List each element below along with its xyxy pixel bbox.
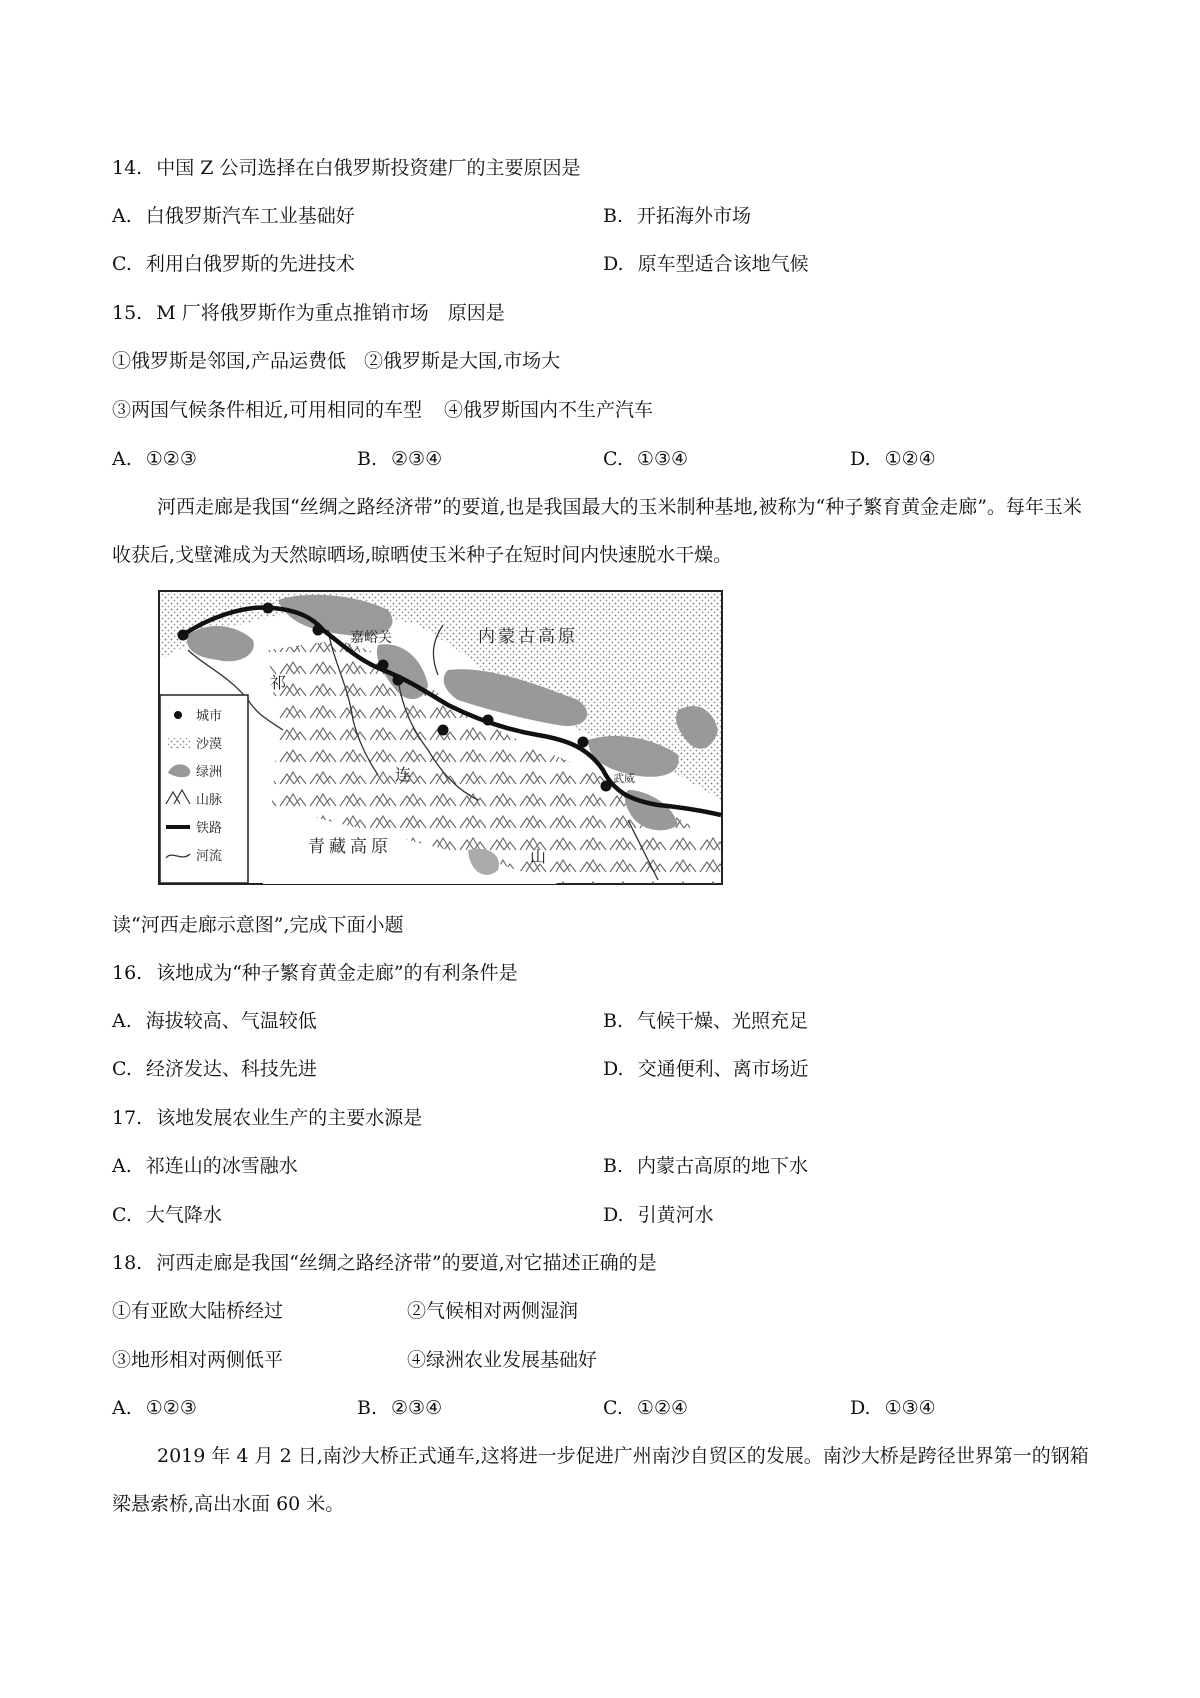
- q16-option-a: [112, 1008, 317, 1034]
- option-letter: D.: [603, 1204, 624, 1226]
- q17-text: 该地发展农业生产的主要水源是: [156, 1107, 423, 1129]
- option-letter: B.: [357, 1397, 378, 1419]
- q18-stem: [112, 1250, 657, 1276]
- q16-stem: [112, 960, 518, 986]
- city-6: [438, 725, 449, 736]
- legend-city: 城市: [196, 709, 223, 724]
- q16-text: 该地成为“种子繁育黄金走廊”的有利条件是: [156, 962, 518, 984]
- option-letter: C.: [603, 1397, 623, 1419]
- legend-oasis: 绿洲: [196, 765, 223, 780]
- q18-option-c: [603, 1395, 688, 1421]
- option-text: ②③④: [391, 448, 443, 470]
- q15-number: 15.: [112, 302, 143, 324]
- legend-railway: 铁路: [196, 821, 223, 836]
- legend-city-icon: [174, 711, 182, 719]
- option-letter: B.: [603, 205, 624, 227]
- q15-item-1: ①俄罗斯是邻国,产品运费低: [112, 350, 347, 372]
- option-text: 利用白俄罗斯的先进技术: [145, 253, 355, 275]
- q16-number: 16.: [112, 962, 143, 984]
- option-letter: A.: [112, 1397, 132, 1419]
- option-text: 经济发达、科技先进: [145, 1058, 317, 1080]
- q17-number: 17.: [112, 1107, 143, 1129]
- city-2: [263, 603, 274, 614]
- option-letter: D.: [603, 253, 624, 275]
- option-letter: C.: [112, 253, 132, 275]
- q15-option-b: [357, 446, 442, 472]
- q17-option-a: [112, 1153, 298, 1179]
- q18-number: 18.: [112, 1252, 143, 1274]
- option-text: ①③④: [884, 1397, 936, 1419]
- q15-option-a: [112, 446, 197, 472]
- q14-option-b: [603, 203, 751, 229]
- label-qi: 祁: [270, 673, 287, 692]
- option-letter: D.: [850, 448, 871, 470]
- option-text: 白俄罗斯汽车工业基础好: [145, 205, 355, 227]
- option-letter: C.: [112, 1204, 132, 1226]
- legend-desert: 沙漠: [196, 737, 223, 752]
- q18-item-1: ①有亚欧大陆桥经过: [112, 1300, 284, 1322]
- option-text: ②③④: [391, 1397, 443, 1419]
- option-letter: C.: [112, 1058, 132, 1080]
- option-text: ①②④: [636, 1397, 689, 1419]
- q15-items-row-1: [112, 348, 560, 374]
- q14-number: 14.: [112, 157, 143, 179]
- option-text: ①③④: [636, 448, 689, 470]
- option-text: 大气降水: [145, 1204, 222, 1226]
- legend-river: 河流: [196, 849, 223, 864]
- q15-text: M 厂将俄罗斯作为重点推销市场 原因是: [156, 302, 505, 324]
- q17-stem: [112, 1105, 422, 1131]
- q15-option-c: [603, 446, 688, 472]
- option-letter: C.: [603, 448, 623, 470]
- q18-item-3: ③地形相对两侧低平: [112, 1349, 284, 1371]
- option-letter: A.: [112, 1155, 132, 1177]
- option-text: ①②④: [884, 448, 936, 470]
- q18-item-2: ②气候相对两侧湿润: [407, 1300, 579, 1322]
- option-text: 海拔较高、气温较低: [145, 1010, 317, 1032]
- map-instruction: 读“河西走廊示意图”,完成下面小题: [112, 914, 404, 936]
- city-jiayuguan: [378, 660, 389, 671]
- q17-option-d: [603, 1202, 714, 1228]
- option-letter: D.: [603, 1058, 624, 1080]
- legend-desert-icon: [168, 738, 190, 748]
- q18-option-d: [850, 1395, 936, 1421]
- city-wuwei: [601, 781, 612, 792]
- label-shan: 山: [530, 847, 547, 866]
- map-legend: [160, 695, 248, 883]
- q15-item-4: ④俄罗斯国内不生产汽车: [444, 399, 654, 421]
- option-text: 开拓海外市场: [637, 205, 752, 227]
- option-text: 内蒙古高原的地下水: [637, 1155, 809, 1177]
- city-1: [178, 630, 189, 641]
- option-letter: A.: [112, 1010, 132, 1032]
- legend-mountain: 山脉: [196, 793, 223, 808]
- label-qingzang: 青藏高原: [308, 837, 392, 857]
- option-text: 交通便利、离市场近: [637, 1058, 809, 1080]
- map-svg: [158, 590, 723, 885]
- q16-option-b: [603, 1008, 808, 1034]
- passage-nansha-bridge: 2019 年 4 月 2 日,南沙大桥正式通车,这将进一步促进广州南沙自贸区的发展。南沙大桥是跨径世界第一的钢箱梁悬索桥,高出水面 60 米。: [112, 1445, 1089, 1515]
- option-text: 气候干燥、光照充足: [637, 1010, 809, 1032]
- q18-option-b: [357, 1395, 442, 1421]
- option-text: ①②③: [145, 1397, 197, 1419]
- passage-hexi-corridor: 河西走廊是我国“丝绸之路经济带”的要道,也是我国最大的玉米制种基地,被称为“种子繁育黄金走廊”。每年玉米收获后,戈壁滩成为天然晾晒场,晾晒使玉米种子在短时间内快速脱水干燥。: [112, 496, 1082, 566]
- q15-item-2: ②俄罗斯是大国,市场大: [364, 350, 561, 372]
- q14-option-c: [112, 251, 355, 277]
- label-neimenggu: 内蒙古高原: [478, 627, 578, 647]
- q18-item-4: ④绿洲农业发展基础好: [407, 1349, 598, 1371]
- q15-stem: [112, 300, 505, 326]
- option-letter: B.: [603, 1155, 624, 1177]
- hexi-corridor-map: [158, 590, 723, 885]
- option-text: 引黄河水: [637, 1204, 714, 1226]
- q15-option-d: [850, 446, 936, 472]
- q15-items-row-2: [112, 397, 653, 423]
- q14-stem: [112, 155, 581, 181]
- city-5: [393, 675, 404, 686]
- option-letter: B.: [603, 1010, 624, 1032]
- q17-option-b: [603, 1153, 808, 1179]
- q18-text: 河西走廊是我国“丝绸之路经济带”的要道,对它描述正确的是: [156, 1252, 657, 1274]
- city-3: [313, 625, 324, 636]
- q16-option-c: [112, 1056, 317, 1082]
- label-jiayuguan: 嘉峪关: [350, 630, 392, 646]
- q18-option-a: [112, 1395, 197, 1421]
- option-text: 原车型适合该地气候: [637, 253, 809, 275]
- option-letter: D.: [850, 1397, 871, 1419]
- q14-text: 中国 Z 公司选择在白俄罗斯投资建厂的主要原因是: [156, 157, 581, 179]
- city-8: [578, 737, 589, 748]
- label-wuwei: 武威: [613, 772, 635, 785]
- q14-option-a: [112, 203, 355, 229]
- option-letter: A.: [112, 205, 132, 227]
- q17-option-c: [112, 1202, 222, 1228]
- q16-option-d: [603, 1056, 809, 1082]
- label-lian: 连: [395, 765, 412, 784]
- option-text: 祁连山的冰雪融水: [145, 1155, 298, 1177]
- option-text: ①②③: [145, 448, 197, 470]
- city-7: [483, 715, 494, 726]
- option-letter: A.: [112, 448, 132, 470]
- option-letter: B.: [357, 448, 378, 470]
- q14-option-d: [603, 251, 809, 277]
- q15-item-3: ③两国气候条件相近,可用相同的车型: [112, 399, 423, 421]
